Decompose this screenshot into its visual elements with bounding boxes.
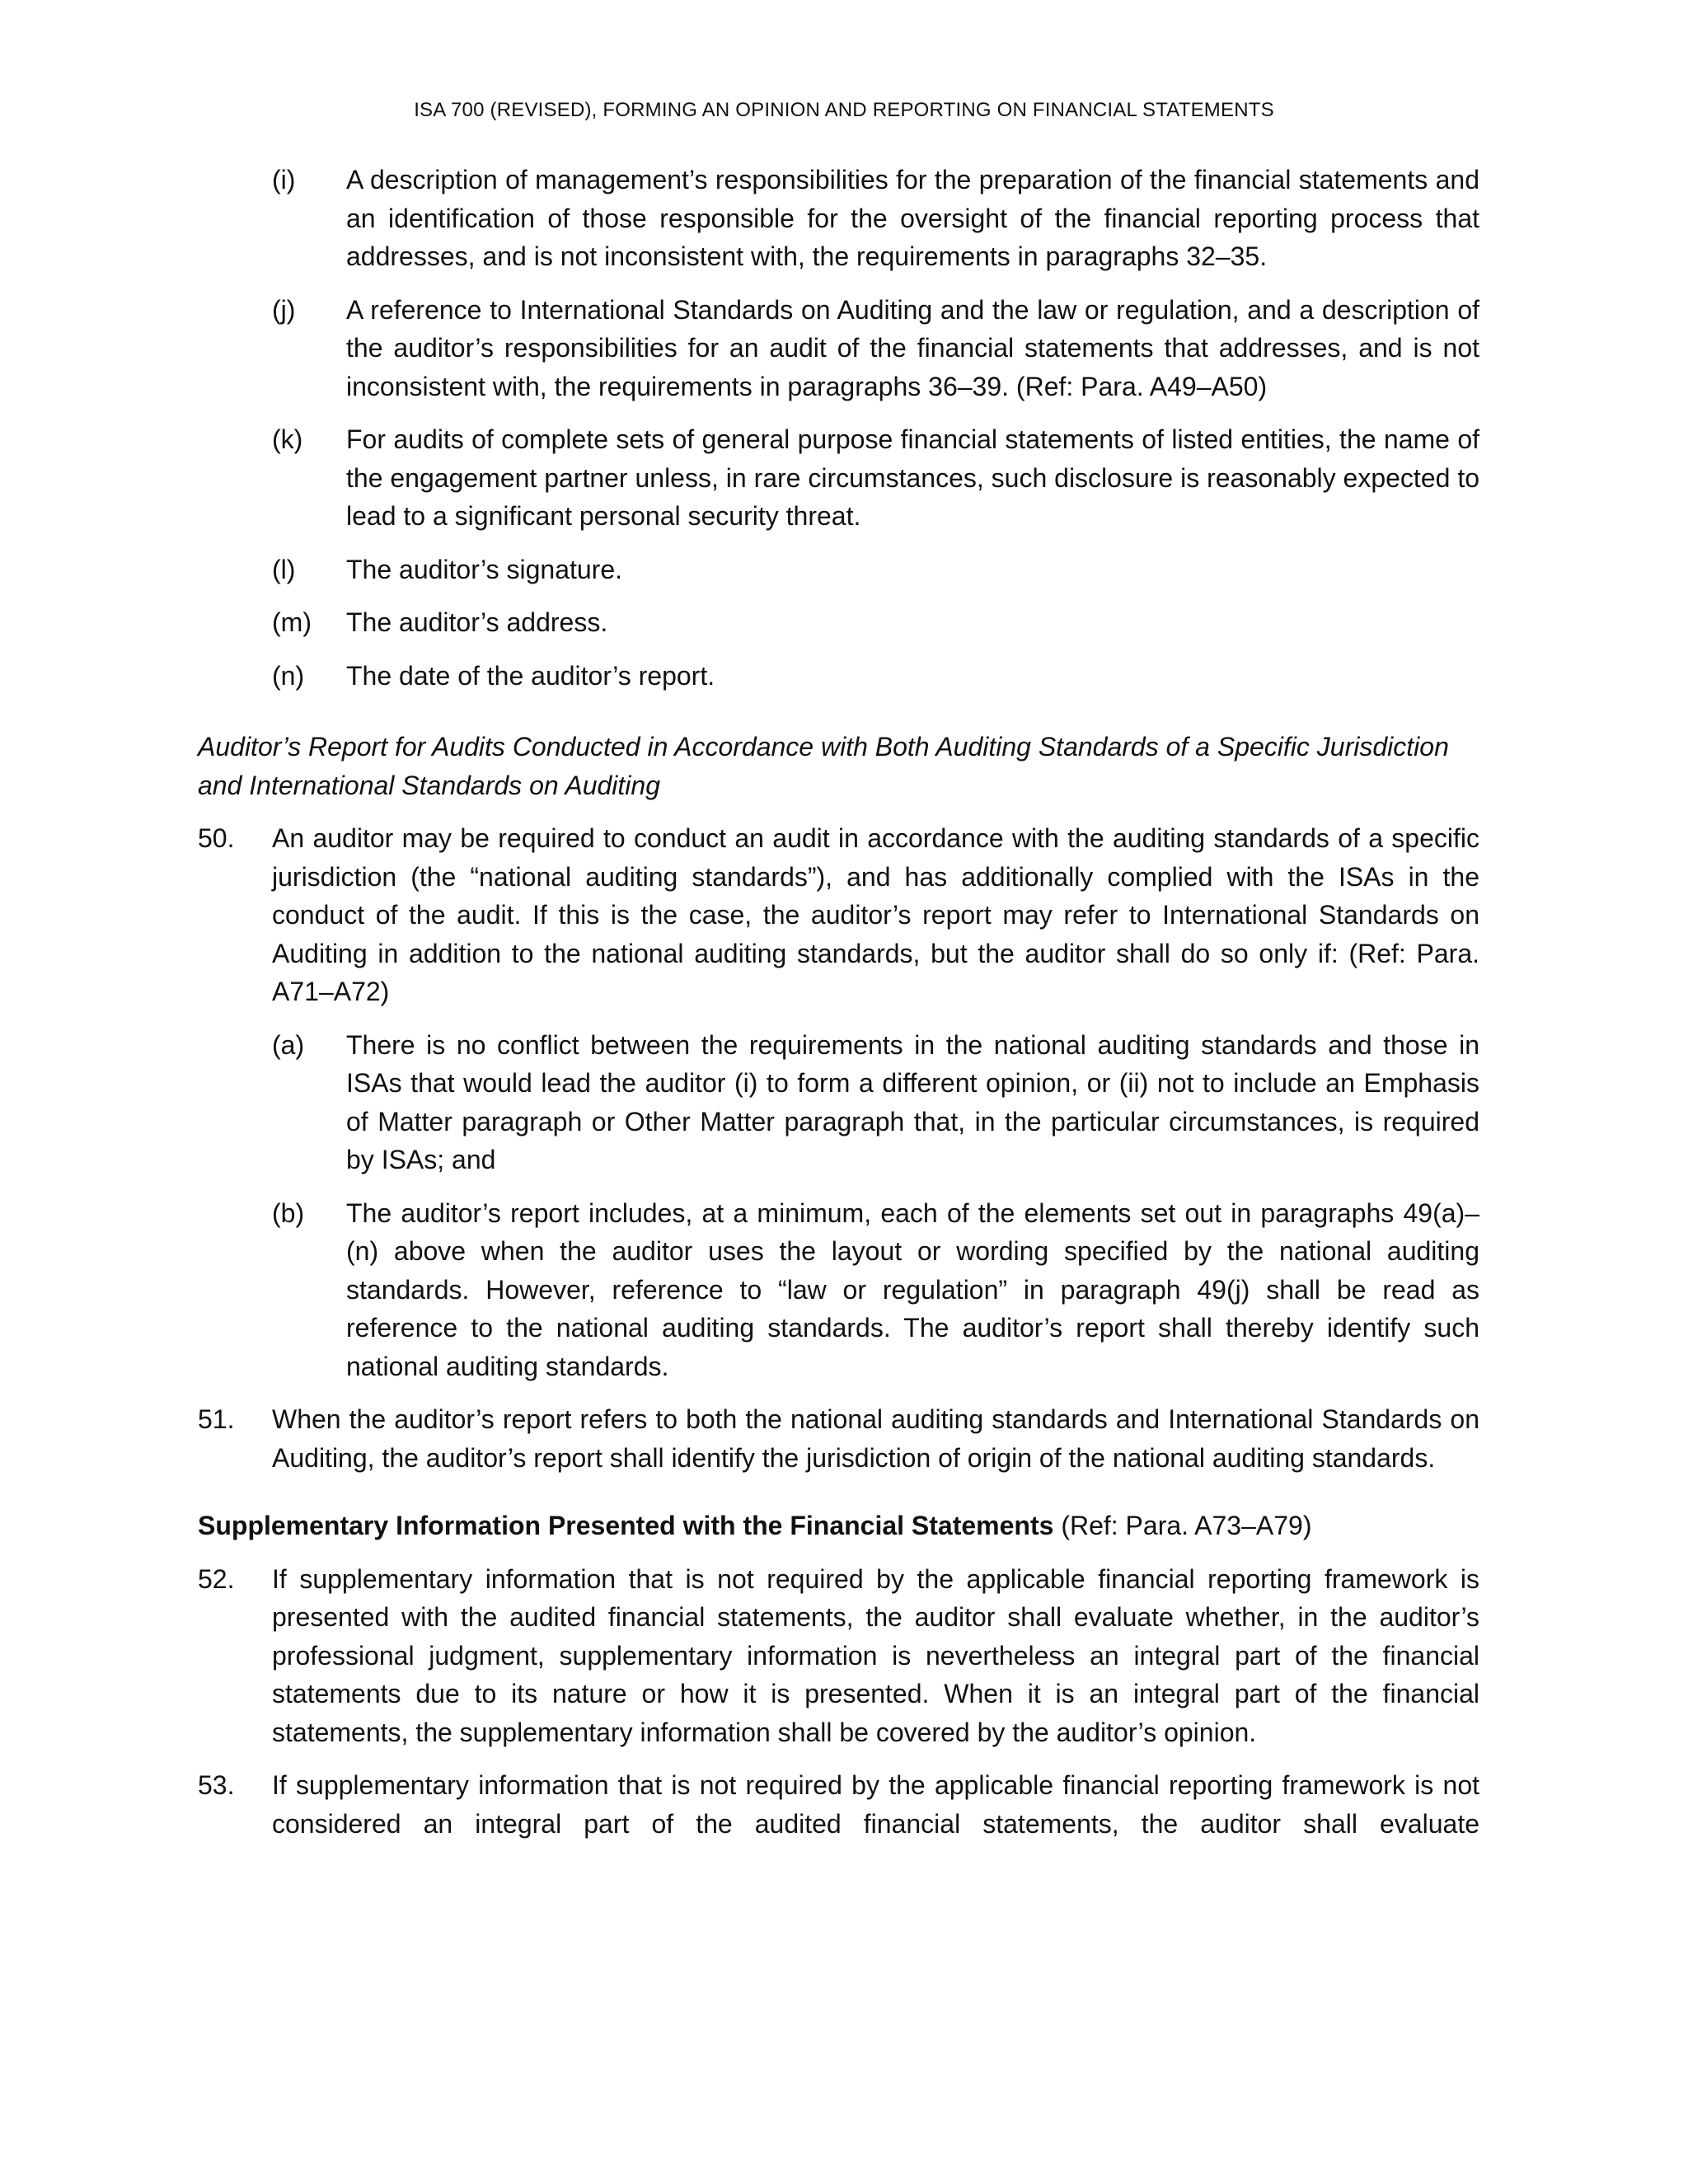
item-text: For audits of complete sets of general purpose financial statements of listed entities, the name of the engagement partner unless, in rare circumstances, such disclosure is reasonably expected to lead to a significant personal security threat. [346, 424, 1479, 531]
list-item [272, 603, 1479, 642]
item-label: (k) [272, 424, 303, 454]
paragraph-51 [198, 1400, 1479, 1477]
list-item [272, 420, 1479, 536]
item-text: The date of the auditor’s report. [346, 660, 715, 691]
item-label: (a) [272, 1029, 305, 1060]
page-content [198, 161, 1479, 1858]
item-label: (m) [272, 607, 312, 637]
list-item [272, 657, 1479, 696]
item-label: (i) [272, 165, 296, 194]
paragraph-number: 53. [198, 1770, 235, 1800]
item-label: (l) [272, 554, 296, 584]
paragraph-50 [198, 819, 1479, 1385]
paragraph-text: An auditor may be required to conduct an audit in accordance with the auditing standards of a specific jurisdiction (the “national auditing standards”), and has additionally complied with the ISAs in the conduct of the audit. If this is the case, the auditor’s report may refer to International Standards on Auditing in addition to the national auditing standards, but the auditor shall do so only if: (Ref: Para. A71–A72) [272, 823, 1479, 1006]
section-heading-title: Supplementary Information Presented with the Financial Statements [198, 1511, 1054, 1540]
item-label: (n) [272, 660, 305, 691]
paragraph-53 [198, 1766, 1479, 1843]
paragraph-number: 51. [198, 1404, 235, 1434]
paragraph-52 [198, 1560, 1479, 1752]
paragraph-text: If supplementary information that is not required by the applicable financial reporting framework is presented with the audited financial statements, the auditor shall evaluate whether, in the auditor’s professional judgment, supplementary information is nevertheless an integral part of the financial statements due to its nature or how it is presented. When it is an integral part of the financial statements, the supplementary information shall be covered by the auditor’s opinion. [272, 1563, 1479, 1747]
list-item [272, 551, 1479, 589]
item-text: A reference to International Standards on Auditing and the law or regulation, and a description of the auditor’s responsibilities for an audit of the financial statements that addresses, and is not inconsistent with, the requirements in paragraphs 36–39. (Ref: Para. A49–A50) [346, 294, 1479, 401]
paragraph-text: When the auditor’s report refers to both the national auditing standards and International Standards on Auditing, the auditor’s report shall identify the jurisdiction of origin of the national auditing standards. [272, 1404, 1479, 1473]
list-item [272, 1194, 1479, 1386]
list-item [272, 161, 1479, 276]
item-text: The auditor’s address. [346, 607, 608, 637]
list-item [272, 1026, 1479, 1179]
paragraph-text: If supplementary information that is not required by the applicable financial reporting framework is not considered an integral part of the audited financial statements, the auditor shall evaluate [272, 1770, 1479, 1839]
list-item [272, 291, 1479, 406]
item-text: The auditor’s signature. [346, 554, 623, 584]
paragraph-body [272, 819, 1479, 1385]
section-heading-supplementary-information [198, 1507, 1479, 1545]
item-label: (b) [272, 1197, 305, 1228]
item-text: A description of management’s responsibilities for the preparation of the financial statements and an identification of those responsible for the oversight of the financial reporting process that addresses, and is not inconsistent with, the requirements in paragraphs 32–35. [346, 165, 1479, 271]
section-heading-ref: (Ref: Para. A73–A79) [1053, 1511, 1312, 1540]
item-label: (j) [272, 294, 296, 325]
item-text: There is no conflict between the requirements in the national auditing standards and those in ISAs that would lead the auditor (i) to form a different opinion, or (ii) not to include an Emphasis of Matter paragraph or Other Matter paragraph that, in the particular circumstances, is required by ISAs; and [346, 1029, 1479, 1174]
running-header: ISA 700 (REVISED), FORMING AN OPINION AND REPORTING ON FINANCIAL STATEMENTS [414, 99, 1274, 121]
paragraph-number: 50. [198, 823, 235, 853]
paragraph-number: 52. [198, 1563, 235, 1594]
section-heading-national-standards: Auditor’s Report for Audits Conducted in Accordance with Both Auditing Standards of a Specific Jurisdiction and International Standards on Auditing [198, 732, 1449, 800]
item-text: The auditor’s report includes, at a minimum, each of the elements set out in paragraphs 49(a)–(n) above when the auditor uses the layout or wording specified by the national auditing standards. However, reference to “law or regulation” in paragraph 49(j) shall be read as reference to the national auditing standards. The auditor’s report shall thereby identify such national auditing standards. [346, 1197, 1479, 1381]
